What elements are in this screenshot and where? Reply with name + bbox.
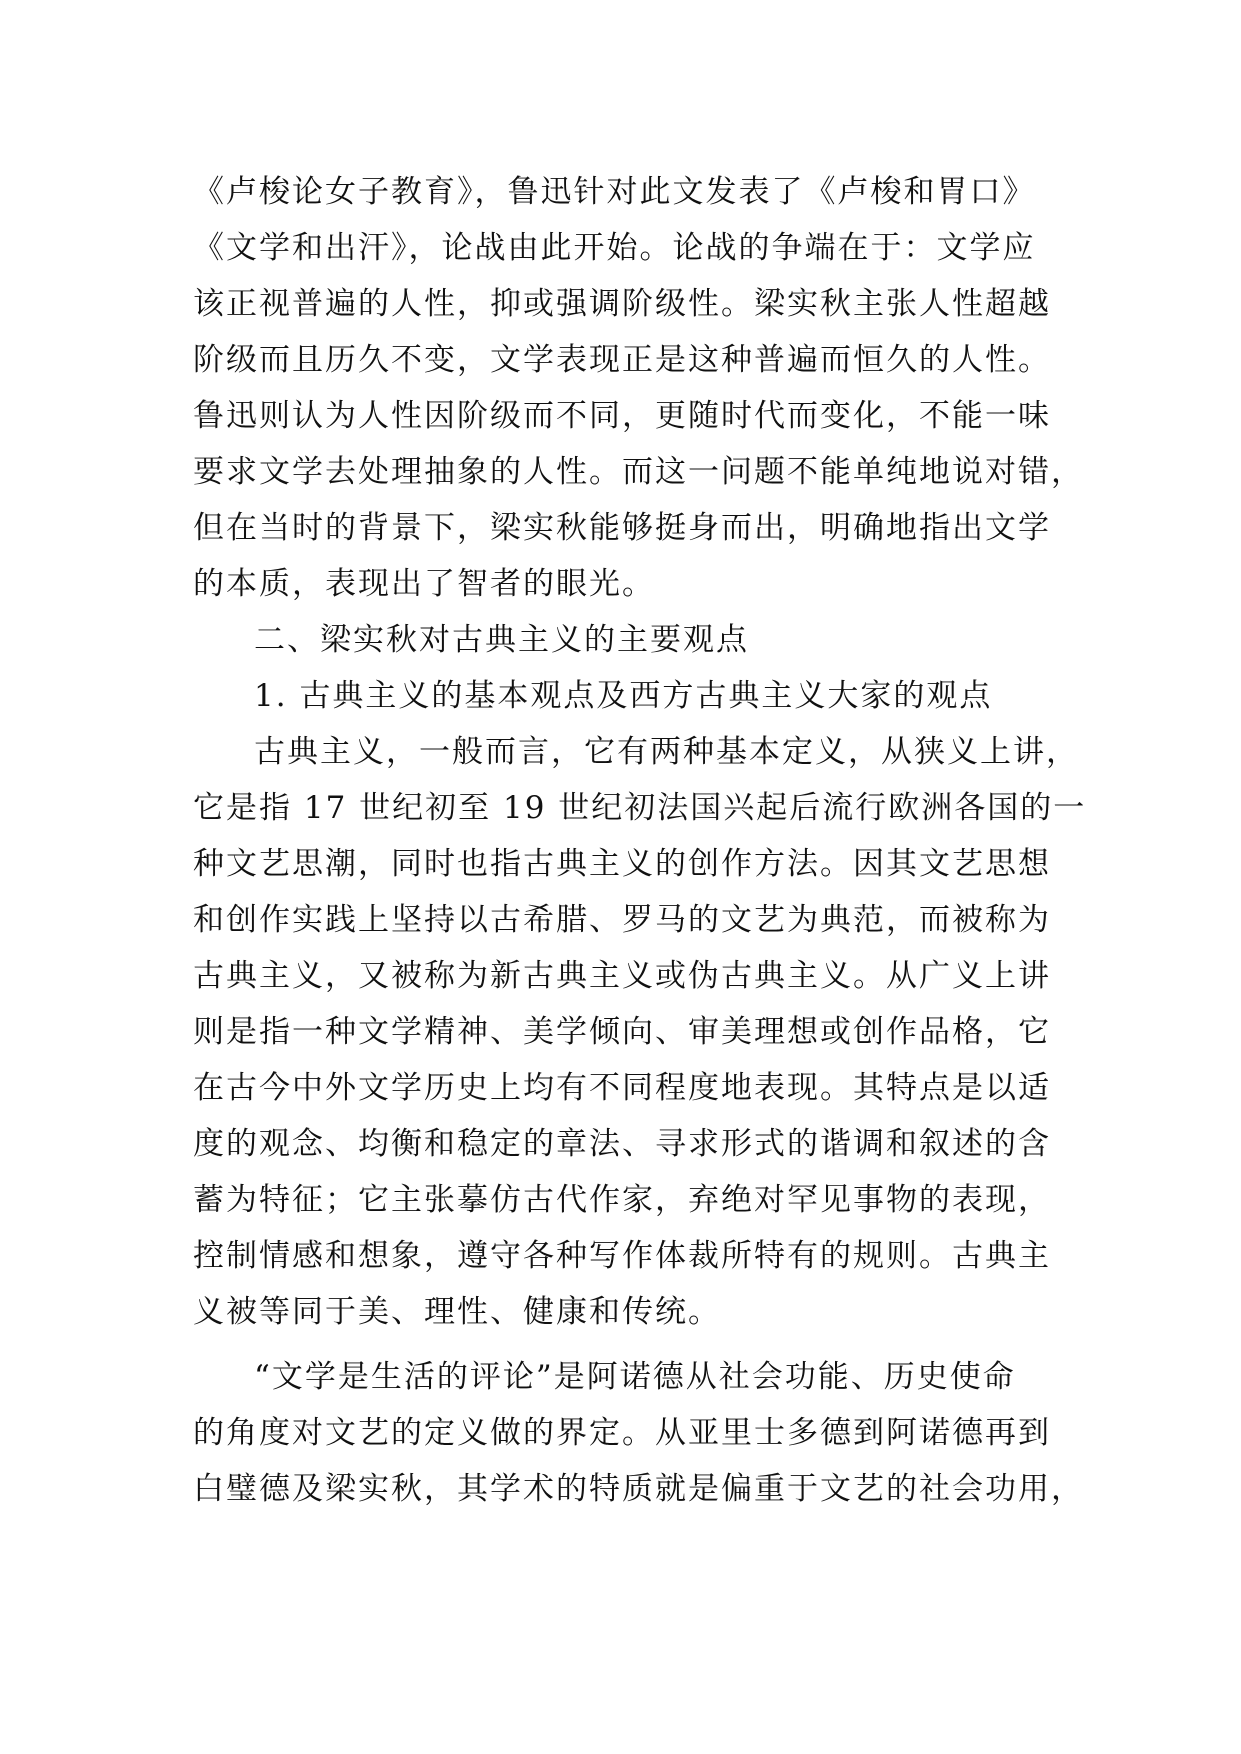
text-line: 但在当时的背景下，梁实秋能够挺身而出，明确地指出文学 (193, 510, 1051, 546)
text-line: 要求文学去处理抽象的人性。而这一问题不能单纯地说对错， (193, 454, 1084, 490)
text-line: 古典主义，一般而言，它有两种基本定义，从狭义上讲， (254, 734, 1079, 770)
text-line: 和创作实践上坚持以古希腊、罗马的文艺为典范，而被称为 (193, 902, 1051, 938)
section-heading: 二、梁实秋对古典主义的主要观点 (254, 622, 749, 658)
text-line: 的角度对文艺的定义做的界定。从亚里士多德到阿诺德再到 (193, 1415, 1051, 1451)
text-line: 《文学和出汗》，论战由此开始。论战的争端在于：文学应 (193, 230, 1036, 266)
text-line: 白璧德及梁实秋，其学术的特质就是偏重于文艺的社会功用， (193, 1471, 1084, 1507)
text-line: 蓄为特征；它主张摹仿古代作家，弃绝对罕见事物的表现， (193, 1182, 1051, 1218)
text-line: 该正视普遍的人性，抑或强调阶级性。梁实秋主张人性超越 (193, 286, 1051, 322)
text-line: “文学是生活的评论”是阿诺德从社会功能、历史使命 (254, 1359, 1016, 1395)
text-line: 古典主义，又被称为新古典主义或伪古典主义。从广义上讲 (193, 958, 1051, 994)
text-line: 则是指一种文学精神、美学倾向、审美理想或创作品格，它 (193, 1014, 1051, 1050)
text-line: 它是指 17 世纪初至 19 世纪初法国兴起后流行欧洲各国的一 (193, 790, 1087, 826)
text-line: 控制情感和想象，遵守各种写作体裁所特有的规则。古典主 (193, 1238, 1051, 1274)
text-line: 的本质，表现出了智者的眼光。 (193, 566, 655, 602)
text-line: 种文艺思潮，同时也指古典主义的创作方法。因其文艺思想 (193, 846, 1051, 882)
text-line: 阶级而且历久不变，文学表现正是这种普遍而恒久的人性。 (193, 342, 1051, 378)
text-line: 《卢梭论女子教育》，鲁迅针对此文发表了《卢梭和胃口》 (193, 174, 1036, 210)
text-line: 义被等同于美、理性、健康和传统。 (193, 1294, 721, 1330)
text-line: 鲁迅则认为人性因阶级而不同，更随时代而变化，不能一味 (193, 398, 1051, 434)
text-line: 度的观念、均衡和稳定的章法、寻求形式的谐调和叙述的含 (193, 1126, 1051, 1162)
text-line: 在古今中外文学历史上均有不同程度地表现。其特点是以适 (193, 1070, 1051, 1106)
subsection-heading: 1. 古典主义的基本观点及西方古典主义大家的观点 (254, 678, 993, 714)
